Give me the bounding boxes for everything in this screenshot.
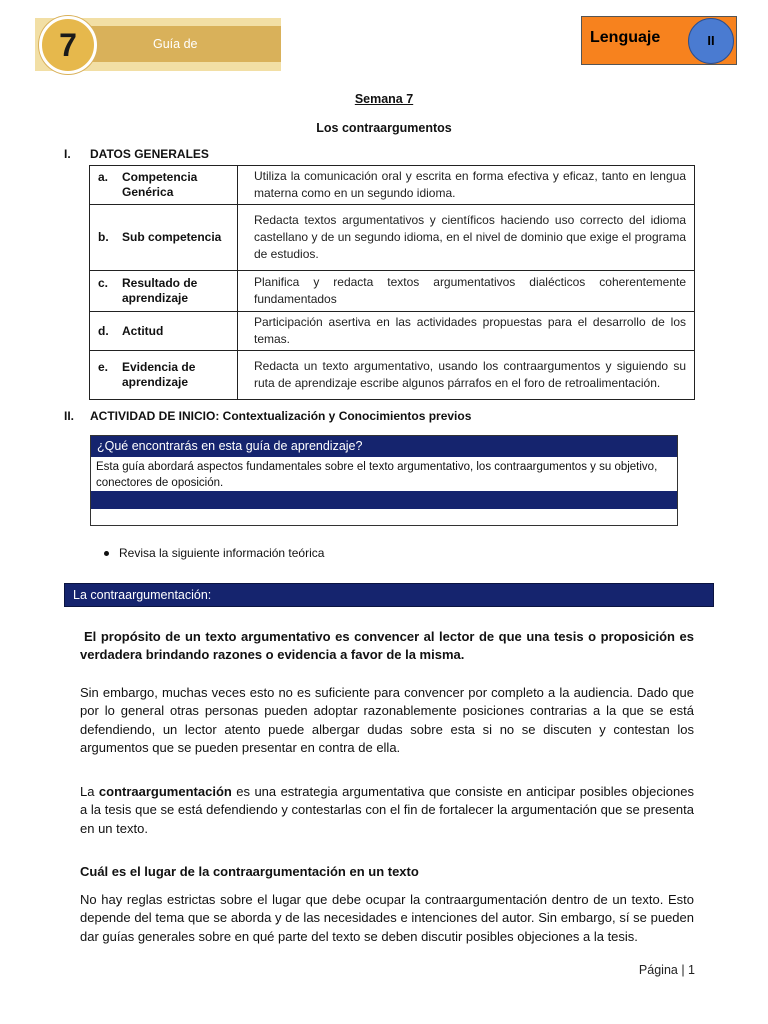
contraargumentacion-heading: La contraargumentación: [64,583,714,607]
guide-number: 7 [59,27,77,63]
subject-level-circle [688,18,734,64]
guide-box-body: Esta guía abordará aspectos fundamentales sobre el texto argumentativo, los contraargumentos y su objetivo, conectores de oposición. [96,461,658,489]
subject-name: Lenguaje [590,29,661,46]
row-letter: e. [98,360,109,374]
datos-generales-table [89,165,695,400]
row-label: Resultado de aprendizaje [122,276,198,305]
row-key [90,205,238,271]
row-key [90,312,238,351]
section-1-number: I. [64,147,71,161]
guide-number-circle [39,16,97,74]
row-value: Planifica y redacta textos argumentativos dialécticos coherentemente fundamentados [238,271,695,312]
row-letter: c. [98,276,109,290]
table-row [90,205,695,271]
row-label: Competencia Genérica [122,170,198,199]
section-1-title: DATOS GENERALES [90,147,209,161]
guide-box-header: ¿Qué encontrarás en esta guía de aprendizaje? [91,436,677,457]
paragraph-3 [80,783,694,838]
row-value: Utiliza la comunicación oral y escrita en forma efectiva y eficaz, tanto en lengua materna como en un segundo idioma. [238,166,695,205]
paragraph-3-term: contraargumentación [98,784,232,799]
subject-level: II [707,33,715,48]
paragraph-2: Sin embargo, muchas veces esto no es suficiente para convencer por completo a la audiencia. Dado que por lo general otras personas pueden adoptar razonablemente posiciones contrarias a la que se está defendiendo, un lector atento puede albergar dudas sobre esta si no se discuten y contestan los argumentos que se pueden presentar en contra de ella. [80,685,694,756]
guide-badge [35,18,281,87]
subject-box [581,16,737,65]
bullet-text: Revisa la siguiente información teórica [119,546,325,560]
page-number: Página | 1 [638,963,695,977]
section-2-title: ACTIVIDAD DE INICIO: Contextualización y Conocimientos previos [90,409,472,423]
row-label: Actitud [122,323,164,338]
table-row [90,312,695,351]
subheading-lugar: Cuál es el lugar de la contraargumentación en un texto [80,864,419,879]
guide-label: Guía de autoaprendizaje [153,37,242,87]
table-row [90,271,695,312]
row-key [90,166,238,205]
row-key [90,351,238,400]
row-value: Participación asertiva en las actividades propuestas para el desarrollo de los temas. [238,312,695,351]
row-letter: b. [98,230,109,244]
row-value: Redacta un texto argumentativo, usando los contraargumentos y siguiendo su ruta de aprendizaje escribe algunos párrafos en el foro de retroalimentación. [238,351,695,400]
paragraph-3-start: La [80,784,99,799]
bullet-dot-icon [104,551,109,556]
paragraph-1: El propósito de un texto argumentativo es convencer al lector de que una tesis o proposición es verdadera brindando razones o evidencia a favor de la misma. [80,629,694,663]
section-2-number: II. [64,409,75,423]
guide-info-box [90,435,678,526]
paragraph-3-rest: es una estrategia argumentativa que consiste en anticipar posibles objeciones a la tesis que se está defendiendo y contestarlas con el fin de fortalecer la argumentación que se presenta en un texto. [80,784,694,836]
row-letter: d. [98,323,109,338]
semana-title: Semana 7 [354,92,414,106]
guide-band [85,26,281,87]
table-row [90,166,695,205]
row-value: Redacta textos argumentativos y científicos haciendo uso correcto del idioma castellano y de un segundo idioma, en el nivel de dominio que exige el programa de estudios. [238,205,695,271]
paragraph-4: No hay reglas estrictas sobre el lugar que debe ocupar la contraargumentación dentro de un texto. Esto depende del tema que se aborda y de las necesidades e intenciones del autor. Sin embargo, sí se pueden dar guías generales sobre en qué parte del texto se deben discutir posibles objeciones a la tesis. [80,892,694,944]
table-row [90,351,695,400]
row-key [90,271,238,312]
guide-box-bar [91,491,677,509]
document-title: Los contraargumentos [316,121,452,135]
row-letter: a. [98,170,109,184]
row-label: Sub competencia [122,230,222,244]
row-label: Evidencia de aprendizaje [122,360,196,389]
